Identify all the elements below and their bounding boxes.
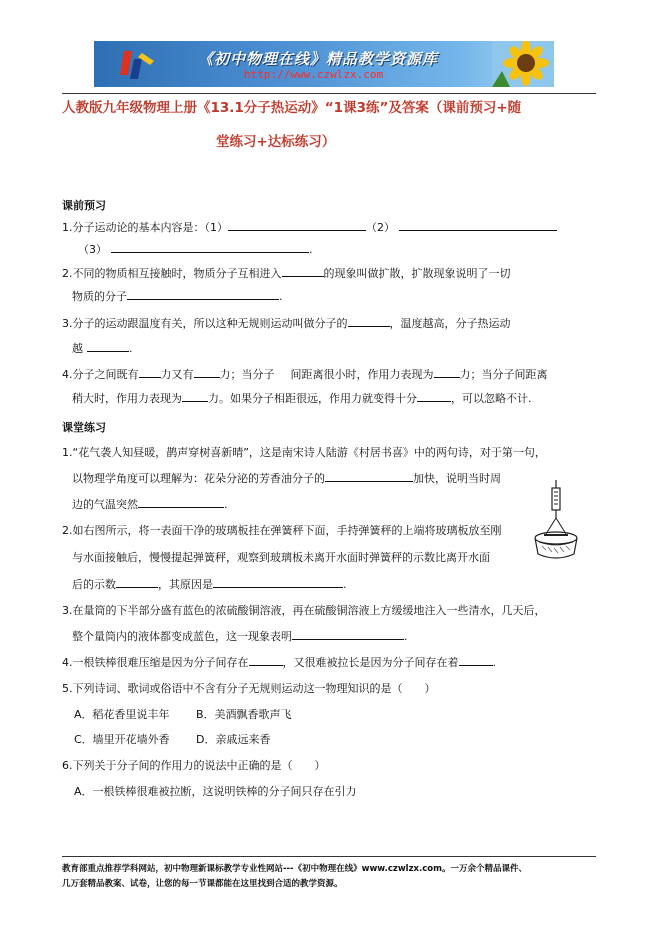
preview-q1-line-2 <box>78 241 313 257</box>
answer-blank[interactable] <box>292 628 404 640</box>
answer-blank[interactable] <box>228 219 366 231</box>
practice-q3-text-c: . <box>404 630 408 643</box>
preview-q4-text-c: 力；当分子 <box>219 368 275 381</box>
preview-q2-line-2 <box>72 288 283 304</box>
preview-q4-text-f: 稍大时，作用力表现为 <box>72 392 182 405</box>
banner-title: 《初中物理在线》精品教学资源库 <box>198 50 439 68</box>
answer-blank[interactable] <box>139 366 161 378</box>
practice-q3-line-2 <box>72 628 408 644</box>
practice-q1-line-3 <box>72 496 228 512</box>
practice-q2-line-2: 与水面接触后，慢慢提起弹簧秤，观察到玻璃板未离开水面时弹簧秤的示数比离开水面 <box>72 551 490 564</box>
practice-q1-line-1: 1.“花气袭人知昼暖，鹊声穿树喜新晴”，这是南宋诗人陆游《村居书喜》中的两句诗，对于第一句， <box>62 446 546 459</box>
preview-q3-line-2 <box>72 340 133 356</box>
practice-q5-option-a[interactable]: A．稻花香里说丰年 <box>74 708 170 721</box>
practice-q1-line-2 <box>72 470 501 486</box>
answer-blank[interactable] <box>116 576 158 588</box>
preview-q4-line-2 <box>72 390 532 406</box>
footer-line-2: 几万套精品教案、试卷，让您的每一节课都能在这里找到合适的教学资源。 <box>62 879 343 889</box>
preview-q3-line-1 <box>62 315 511 331</box>
page-title-line-2: 堂练习+达标练习） <box>216 134 336 150</box>
preview-q2-line-1 <box>62 265 511 281</box>
preview-q4-text-b: 力又有 <box>160 368 194 381</box>
practice-q2-text-c: 后的示数 <box>72 578 116 591</box>
practice-q2-text-e: . <box>343 578 347 591</box>
practice-q5-stem: 5.下列诗词、歌词或俗语中不含有分子无规则运动这一物理知识的是（ ） <box>62 682 436 695</box>
spring-balance-glass-plate-figure <box>532 478 580 562</box>
answer-blank[interactable] <box>87 340 129 352</box>
preview-q3-text-a: 3.分子的运动跟温度有关，所以这种无规则运动叫做分子的 <box>62 317 348 330</box>
sunflower-image <box>492 41 554 87</box>
practice-q1-text-e: . <box>224 498 228 511</box>
practice-q2-line-3 <box>72 576 347 592</box>
practice-q4-text-a: 4.一根铁棒很难压缩是因为分子间存在 <box>62 656 249 669</box>
preview-q4-text-h: ，可以忽略不计. <box>451 392 532 405</box>
preview-q1-text-c: （3） <box>78 243 107 256</box>
footer-divider <box>62 856 596 857</box>
answer-blank[interactable] <box>194 366 220 378</box>
preview-q2-text-c: 物质的分子 <box>72 290 127 303</box>
section-heading-practice: 课堂练习 <box>62 421 106 434</box>
answer-blank[interactable] <box>182 390 208 402</box>
answer-blank[interactable] <box>348 315 390 327</box>
answer-blank[interactable] <box>127 288 279 300</box>
practice-q4-text-c: . <box>492 656 496 669</box>
practice-q2-text-d: ，其原因是 <box>158 578 213 591</box>
answer-blank[interactable] <box>213 576 343 588</box>
preview-q3-text-c: 越 <box>72 342 83 355</box>
preview-q1-line-1 <box>62 219 557 235</box>
practice-q1-text-d: 边的气温突然 <box>72 498 138 511</box>
practice-q5-option-d[interactable]: D．亲戚远来香 <box>196 733 271 746</box>
preview-q4-line-1 <box>62 366 548 382</box>
practice-q1-text-c: 加快，说明当时周 <box>413 472 501 485</box>
answer-blank[interactable] <box>111 241 309 253</box>
preview-q3-text-b: ，温度越高，分子热运动 <box>389 317 511 330</box>
answer-blank[interactable] <box>325 470 413 482</box>
practice-q4-text-b: ，又很难被拉长是因为分子间存在着 <box>282 656 459 669</box>
practice-q3-text-b: 整个量筒内的液体都变成蓝色，这一现象表明 <box>72 630 292 643</box>
preview-q2-text-a: 2.不同的物质相互接触时，物质分子互相进入 <box>62 267 282 280</box>
site-logo-icon <box>120 49 156 81</box>
preview-q1-text-d: . <box>309 243 313 256</box>
answer-blank[interactable] <box>417 390 451 402</box>
answer-blank[interactable] <box>434 366 460 378</box>
answer-blank[interactable] <box>282 265 324 277</box>
preview-q1-text-a: 1.分子运动论的基本内容是：（1） <box>62 221 228 234</box>
preview-q2-text-b: 的现象叫做扩散，扩散现象说明了一切 <box>323 267 511 280</box>
header-banner <box>94 41 554 87</box>
practice-q2-line-1: 2.如右图所示，将一表面干净的玻璃板挂在弹簧秤下面，手持弹簧秤的上端将玻璃板放至刚 <box>62 524 502 537</box>
preview-q2-text-d: . <box>279 290 283 303</box>
practice-q6-option-a[interactable]: A．一根铁棒很难被拉断，这说明铁棒的分子间只存在引力 <box>74 785 357 798</box>
practice-q4-line <box>62 654 496 670</box>
preview-q4-text-g: 力。如果分子相距很远，作用力就变得十分 <box>208 392 417 405</box>
preview-q3-text-d: . <box>129 342 133 355</box>
practice-q1-text-b: 以物理学角度可以理解为：花朵分泌的芳香油分子的 <box>72 472 325 485</box>
practice-q5-option-c[interactable]: C．墙里开花墙外香 <box>74 733 170 746</box>
preview-q1-text-b: （2） <box>366 221 395 234</box>
preview-q4-text-d: 间距离很小时，作用力表现为 <box>290 368 434 381</box>
answer-blank[interactable] <box>399 219 557 231</box>
banner-url[interactable]: http://www.czwlzx.com <box>244 68 384 81</box>
answer-blank[interactable] <box>249 654 283 666</box>
preview-q4-text-a: 4.分子之间既有 <box>62 368 139 381</box>
practice-q3-line-1: 3.在量筒的下半部分盛有蓝色的浓硫酸铜溶液，再在硫酸铜溶液上方缓缓地注入一些清水，几天后， <box>62 604 546 617</box>
practice-q6-stem: 6.下列关于分子间的作用力的说法中正确的是（ ） <box>62 759 326 772</box>
preview-q4-text-e: 力；当分子间距离 <box>459 368 548 381</box>
practice-q5-option-b[interactable]: B．美酒飘香歌声飞 <box>196 708 292 721</box>
page-title-line-1: 人教版九年级物理上册《13.1分子热运动》“1课3练”及答案（课前预习+随 <box>62 100 522 116</box>
section-heading-preview: 课前预习 <box>62 199 106 212</box>
answer-blank[interactable] <box>138 496 224 508</box>
header-divider <box>62 93 596 94</box>
answer-blank[interactable] <box>459 654 493 666</box>
footer-line-1: 教育部重点推荐学科网站，初中物理新课标教学专业性网站---《初中物理在线》www.czwlzx.com。一万余个精品课件、 <box>62 864 527 874</box>
